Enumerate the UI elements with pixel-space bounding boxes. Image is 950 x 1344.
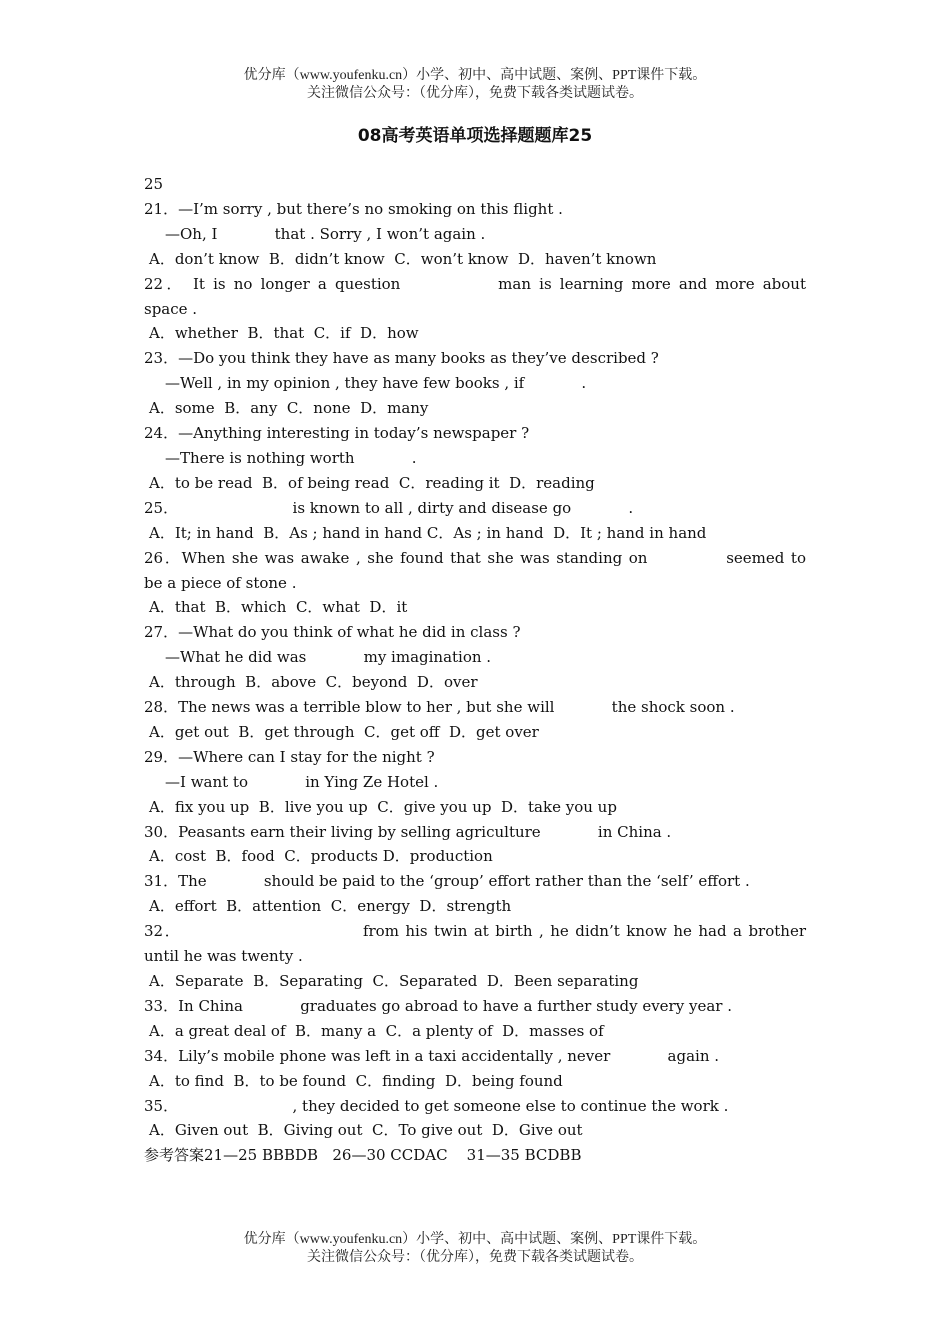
options-line: A．It; in hand B．As ; hand in hand C．As ; in hand D．It ; hand in hand bbox=[149, 523, 707, 542]
options-line: A．cost B．food C．products D．production bbox=[149, 847, 493, 866]
question-line-cont: until he was twenty . bbox=[144, 947, 303, 966]
question-line-cont: be a piece of stone . bbox=[144, 573, 297, 592]
question-line: 27．—What do you think of what he did in class ? bbox=[144, 623, 521, 642]
options-line: A．Given out B．Giving out C．To give out D．Give out bbox=[149, 1121, 583, 1140]
options-line: A．Separate B．Separating C．Separated D．Been separating bbox=[149, 972, 639, 990]
dialogue-line: —Oh, I that . Sorry , I won’t again . bbox=[165, 224, 486, 243]
header-line-1: 优分库（www.youfenku.cn）小学、初中、高中试题、案例、PPT课件下载。 bbox=[243, 68, 707, 83]
question-line: 26．When she was awake , she found that she was standing on seemed to bbox=[144, 548, 806, 567]
question-line: 23．—Do you think they have as many books as they’ve described ? bbox=[144, 349, 659, 368]
options-line: A．effort B．attention C．energy D．strength bbox=[149, 897, 512, 916]
text-line: 25 bbox=[144, 175, 164, 193]
dialogue-line: —I want to in Ying Ze Hotel . bbox=[165, 772, 439, 791]
options-line: A．to be read B．of being read C．reading it D．reading bbox=[149, 473, 595, 492]
options-line: A．some B．any C．none D．many bbox=[149, 399, 429, 418]
answer-key: 参考答案21—25 BBBDB 26—30 CCDAC 31—35 BCDBB bbox=[144, 1146, 582, 1165]
page-header bbox=[0, 67, 950, 103]
question-line-cont: space . bbox=[144, 299, 198, 318]
options-line: A．a great deal of B．many a C．a plenty of D．masses of bbox=[149, 1021, 604, 1040]
dialogue-line: —There is nothing worth . bbox=[165, 448, 417, 467]
dialogue-line: —Well , in my opinion , they have few books , if . bbox=[165, 374, 587, 393]
options-line: A．don’t know B．didn’t know C．won’t know D．haven’t known bbox=[149, 249, 657, 268]
header-line-2: 关注微信公众号：（优分库），免费下载各类试题试卷。 bbox=[307, 86, 643, 101]
options-line: A．through B．above C．beyond D．over bbox=[149, 673, 478, 692]
options-line: A．that B．which C．what D．it bbox=[149, 598, 408, 617]
footer-line-2: 关注微信公众号：（优分库），免费下载各类试题试卷。 bbox=[307, 1250, 643, 1265]
question-list bbox=[144, 172, 806, 1168]
question-line: 34．Lily’s mobile phone was left in a taxi accidentally , never again . bbox=[144, 1046, 720, 1065]
question-line: 32． from his twin at birth , he didn’t know he had a brother bbox=[144, 922, 806, 941]
question-line: 24．—Anything interesting in today’s newspaper ? bbox=[144, 424, 530, 443]
options-line: A．fix you up B．live you up C．give you up D．take you up bbox=[149, 797, 617, 816]
footer-line-1: 优分库（www.youfenku.cn）小学、初中、高中试题、案例、PPT课件下载。 bbox=[243, 1232, 707, 1247]
question-line: 28．The news was a terrible blow to her , but she will the shock soon . bbox=[144, 698, 735, 717]
question-line: 31．The should be paid to the ‘group’ effort rather than the ‘self’ effort . bbox=[144, 872, 750, 891]
question-line: 33．In China graduates go abroad to have a further study every year . bbox=[144, 996, 732, 1015]
document-title: 08高考英语单项选择题题库25 bbox=[357, 126, 593, 146]
question-line: 30．Peasants earn their living by selling agriculture in China . bbox=[144, 822, 672, 841]
options-line: A．whether B．that C．if D．how bbox=[149, 324, 419, 343]
options-line: A．to find B．to be found C．finding D．being found bbox=[149, 1071, 563, 1090]
question-line: 21．—I’m sorry , but there’s no smoking on this flight . bbox=[144, 199, 563, 218]
question-line: 22． It is no longer a question man is learning more and more about bbox=[144, 274, 806, 293]
dialogue-line: —What he did was my imagination . bbox=[165, 648, 492, 667]
question-line: 25． is known to all , dirty and disease go . bbox=[144, 498, 634, 517]
page-footer bbox=[0, 1231, 950, 1267]
question-line: 29．—Where can I stay for the night ? bbox=[144, 747, 435, 766]
options-line: A．get out B．get through C．get off D．get over bbox=[149, 722, 539, 741]
question-line: 35． , they decided to get someone else to continue the work . bbox=[144, 1096, 729, 1115]
